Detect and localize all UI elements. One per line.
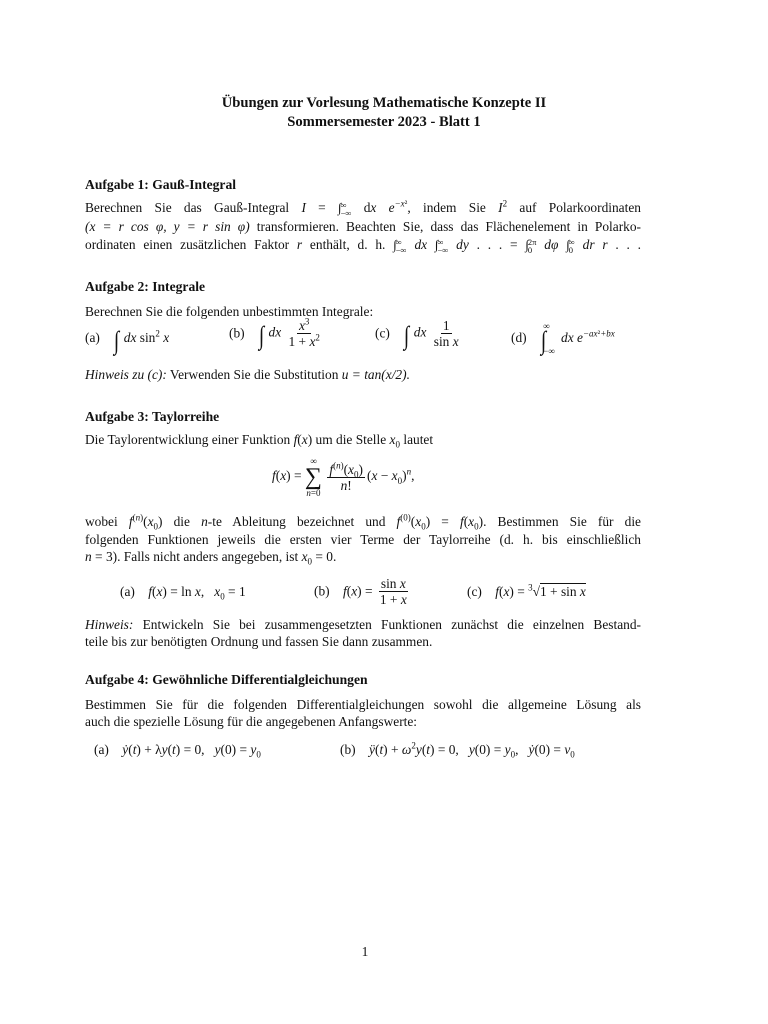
heading-aufgabe-3: Aufgabe 3: Taylorreihe — [85, 409, 220, 424]
a3-intro: Die Taylorentwicklung einer Funktion f(x) um die Stelle $x_0$ lautet — [85, 432, 434, 450]
a4-line-1: Bestimmen Sie für die folgenden Differentialgleichungen sowohl die allgemeine Lösung als — [85, 697, 641, 712]
ode-a: (a) ẏ(t) + λy(t) = 0, $y(0) = y_0$ — [94, 742, 261, 760]
a1-line-1: Berechnen Sie das Gauß-Integral I = ∫ ∞ −∞ dx $e^{-x^2}$, indem Sie $I^2$ auf Polarkoordinaten — [85, 198, 641, 219]
ode-b: (b) ÿ(t) + $\omega^2y(t) = 0$, $y(0) = y_0$, ẏ(0) = $v_0$ — [340, 740, 575, 760]
heading-aufgabe-4: Aufgabe 4: Gewöhnliche Differentialgleichungen — [85, 672, 368, 687]
a4-line-2: auch die spezielle Lösung für die angegebenen Anfangswerte: — [85, 714, 418, 729]
integral-c: (c) ∫ dx $\frac{1}{\text{sin x}}$ — [375, 318, 459, 350]
a3-line-3: n = 3). Falls nicht anders angegeben, ist $x_0 = 0$. — [85, 549, 337, 567]
title-line-2: Sommersemester 2023 - Blatt 1 — [287, 114, 481, 130]
a2-intro: Berechnen Sie die folgenden unbestimmten Integrale: — [85, 304, 374, 319]
heading-aufgabe-1: Aufgabe 1: Gauß-Integral — [85, 177, 237, 192]
a3-line-1: wobei $f^{(n)}(x_0)$ die n-te Ableitung bezeichnet und $f^{(0)}(x_0) = f(x_0)$. Bestimmen Sie für die — [85, 512, 641, 532]
integral-a: (a) ∫ dx $\sin^2 x$ — [85, 326, 170, 355]
taylor-item-c: (c) f(x) = $^3$√1 + sin x — [467, 582, 586, 599]
a1-line-2: (x = r cos φ, y = r sin φ) transformieren. Beachten Sie, dass das Flächenelement in Polarko- — [85, 219, 641, 234]
integral-b: (b) ∫ dx $\frac{x^3}{1 + x^2}$ — [229, 316, 320, 350]
page-number: 1 — [361, 944, 369, 959]
taylor-formula: f(x) = ∞ ∑ n=0 $\frac{f^{(n)}(x_0)}{n!}$ $(x - x_0)^n$, — [272, 456, 415, 498]
a3-hint-line-2: teile bis zur benötigten Ordnung und fassen Sie dann zusammen. — [85, 634, 433, 649]
taylor-item-a: (a) f(x) = ln x, $x_0 = 1$ — [120, 584, 246, 602]
taylor-item-b: (b) f(x) = $\frac{\text{sin x}}{1 + x}$ — [314, 576, 407, 607]
a2-hint: Hinweis zu (c): Verwenden Sie die Substitution u = tan(x/2). — [85, 367, 410, 382]
title-line-1: Übungen zur Vorlesung Mathematische Konzepte II — [221, 95, 547, 111]
heading-aufgabe-2: Aufgabe 2: Integrale — [85, 279, 206, 294]
integral-d: (d) ∫ ∞ −∞ dx $e^{-ax^2+bx}$ — [511, 321, 615, 356]
a1-line-3: ordinaten einen zusätzlichen Faktor r enthält, d. h. ∫ ∞ −∞ dx ∫ ∞ −∞ dy . . . = ∫ 2π 0 dφ ∫ ∞ 0 dr r . . . — [85, 237, 642, 256]
a3-line-2: folgenden Funktionen jeweils die ersten vier Terme der Taylorreihe (d. h. bis einschließlich — [85, 532, 641, 547]
a3-hint-line-1: Hinweis: Entwickeln Sie bei zusammengesetzten Funktionen zunächst die einzelnen Bestand- — [85, 617, 641, 632]
